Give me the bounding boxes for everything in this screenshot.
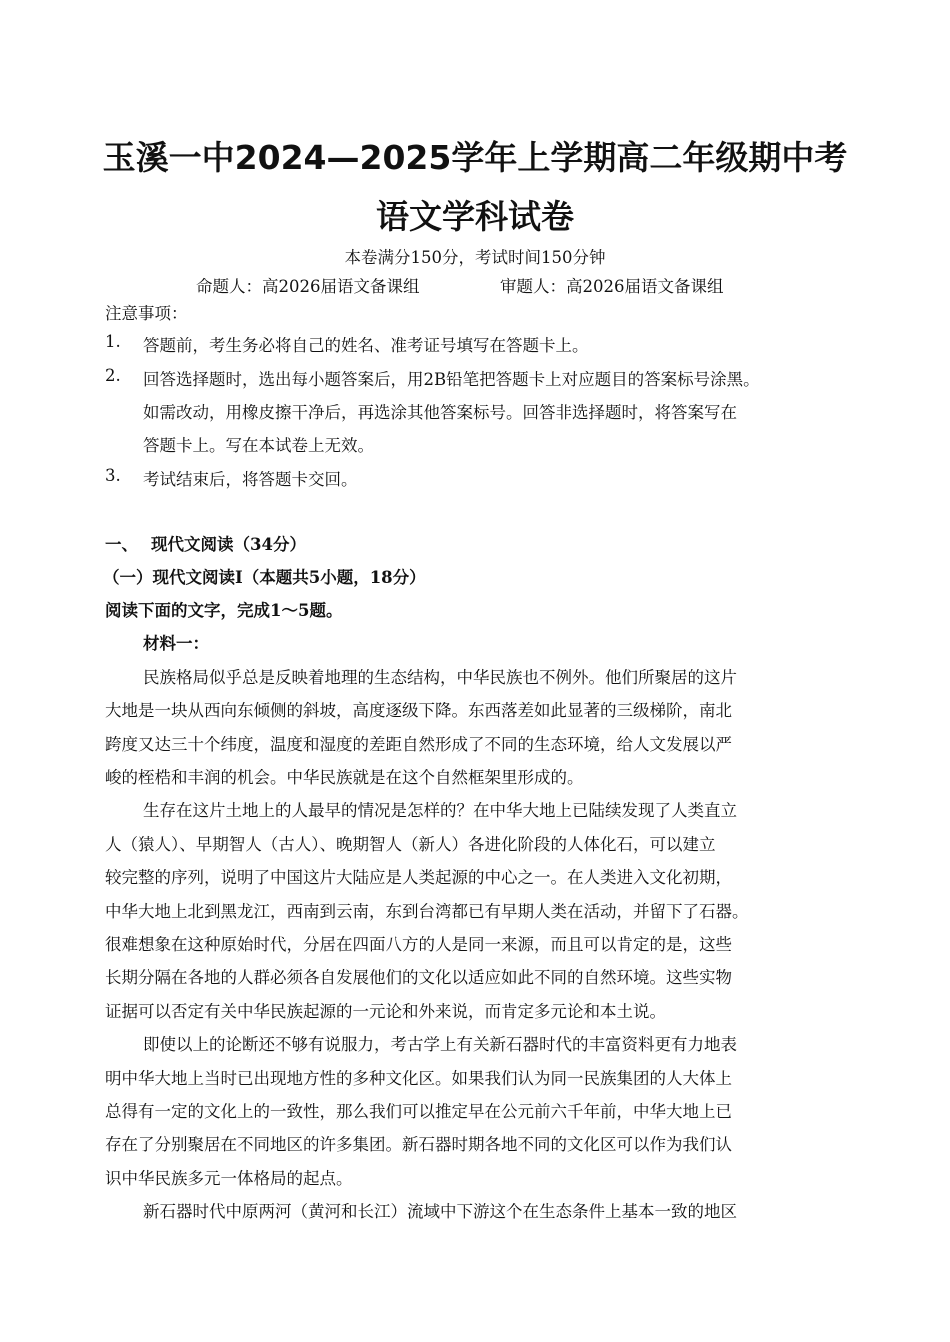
notice-item-text: 答题前，考生务必将自己的姓名、准考证号填写在答题卡上。 [143, 336, 589, 355]
paragraph-line: 证据可以否定有关中华民族起源的一元论和外来说，而肯定多元论和本土说。 [105, 1002, 666, 1021]
paragraph-line: 人（猿人）、早期智人（古人）、晚期智人（新人）各进化阶段的人体化石，可以建立 [105, 835, 716, 854]
paragraph-line: 识中华民族多元一体格局的起点。 [105, 1169, 353, 1188]
notice-item-text: 答题卡上。写在本试卷上无效。 [143, 436, 374, 455]
paragraph-line: 很难想象在这种原始时代，分居在四面八方的人是同一来源，而且可以肯定的是，这些 [105, 935, 732, 954]
section-heading: 现代文阅读（34分） [151, 535, 306, 554]
paragraph-line: 民族格局似乎总是反映着地理的生态结构，中华民族也不例外。他们所聚居的这片 [143, 668, 737, 687]
paragraph-line: 跨度又达三十个纬度，温度和湿度的差距自然形成了不同的生态环境，给人文发展以严 [105, 735, 732, 754]
notice-item-text: 如需改动，用橡皮擦干净后，再选涂其他答案标号。回答非选择题时，将答案写在 [143, 403, 737, 422]
paragraph-line: 总得有一定的文化上的一致性，那么我们可以推定早在公元前六千年前，中华大地上已 [105, 1102, 732, 1121]
exam-info: 本卷满分150分，考试时间150分钟 [344, 248, 606, 267]
paragraph-line: 存在了分别聚居在不同地区的许多集团。新石器时期各地不同的文化区可以作为我们认 [105, 1135, 732, 1154]
paragraph-line: 峻的桎梏和丰润的机会。中华民族就是在这个自然框架里形成的。 [105, 768, 584, 787]
paragraph-line: 明中华大地上当时已出现地方性的多种文化区。如果我们认为同一民族集团的人大体上 [105, 1069, 732, 1088]
paragraph-line: 中华大地上北到黑龙江，西南到云南，东到台湾都已有早期人类在活动，并留下了石器。 [105, 902, 749, 921]
paragraph-line: 即使以上的论断还不够有说服力，考古学上有关新石器时代的丰富资料更有力地表 [143, 1035, 737, 1054]
notice-item-text: 考试结束后，将答题卡交回。 [143, 470, 358, 489]
paragraph-line: 长期分隔在各地的人群必须各自发展他们的文化以适应如此不同的自然环境。这些实物 [105, 968, 732, 987]
subsection-heading: （一）现代文阅读Ⅰ（本题共5小题，18分） [103, 568, 426, 587]
material-label: 材料一： [143, 634, 209, 653]
notice-item-number: 3. [105, 466, 121, 485]
reading-instruction: 阅读下面的文字，完成1～5题。 [105, 601, 343, 620]
section-number: 一、 [105, 535, 138, 554]
paragraph-line: 大地是一块从西向东倾侧的斜坡，高度逐级下降。东西落差如此显著的三级梯阶，南北 [105, 701, 732, 720]
setter-text: 命题人：高2026届语文备课组 [196, 277, 420, 296]
notice-item-number: 1. [105, 332, 121, 351]
exam-subtitle: 语文学科试卷 [376, 197, 574, 236]
reviewer-text: 审题人：高2026届语文备课组 [500, 277, 724, 296]
notice-heading: 注意事项： [105, 304, 188, 323]
paragraph-line: 新石器时代中原两河（黄河和长江）流域中下游这个在生态条件上基本一致的地区 [143, 1202, 737, 1221]
paragraph-line: 较完整的序列，说明了中国这片大陆应是人类起源的中心之一。在人类进入文化初期， [105, 868, 732, 887]
notice-item-number: 2. [105, 366, 121, 385]
paragraph-line: 生存在这片土地上的人最早的情况是怎样的？在中华大地上已陆续发现了人类直立 [143, 801, 737, 820]
notice-item-text: 回答选择题时，选出每小题答案后，用2B铅笔把答题卡上对应题目的答案标号涂黑。 [143, 370, 760, 389]
exam-title: 玉溪一中2024—2025学年上学期高二年级期中考 [102, 138, 848, 177]
